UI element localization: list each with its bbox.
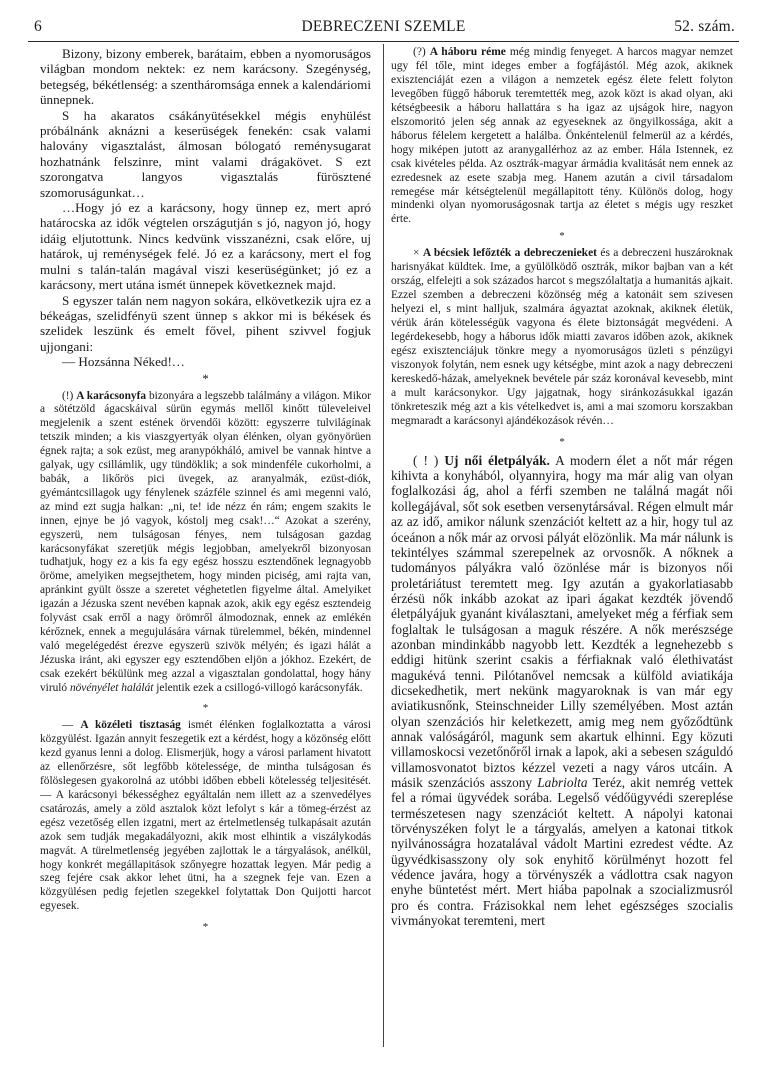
article-headline: Uj női életpályák. — [444, 452, 550, 468]
essay-paragraph: S egyszer talán nem nagyon sokára, elkövetkezik ujra ez a békeágas, szelidfényü szent ünnep s akkor mi is békések és szelidek leszünk és emelt fővel, pihent szivvel fogjuk ujjongani: — [40, 292, 371, 354]
article-prefix: (?) — [413, 46, 426, 58]
publication-title: DEBRECZENI SZEMLE — [301, 18, 466, 35]
essay-paragraph: S ha akaratos csákányütésekkel mégis enyhülést próbálnánk aknázni a keserüségek fenekén: csak valami halovány vigasztalást, álmosan bólogató reménysugarat hozhatnánk felszinre, mint valami drágakövet. S ezt szorongatva langyos vigasztalás fürösztené szomoruságunkat… — [40, 107, 371, 200]
article-headline: A háboru réme — [429, 46, 506, 58]
section-separator: * — [559, 435, 565, 448]
column-divider — [383, 44, 384, 1047]
section-separator: * — [559, 230, 565, 243]
article-prefix: (!) — [62, 389, 74, 402]
article-haboru-reme — [391, 46, 733, 227]
header-rule — [28, 41, 739, 42]
section-separator: * — [202, 370, 209, 386]
article-uj-noi-eletpalyak — [391, 453, 733, 929]
article-body: Teréz, akit nemrég vettek fel a római ügyvédek sorába. Legelső védőügyvédi szereplése természetesen nagy szenzációt keltett. A nápolyi katonai törvényszéken folyt le a tárgyalás, amelyen a katonai titkok nyilvánosságra hozatalával vádolt Martini ezredest védte. Az ügyvédkisasszony oly sok enyhitő körülményt hozott fel védence javára, hogy a törvényszék a vádlottra csak nagyon enyhe büntetést mért. Mert hiába papolnak a szocializmusról pro és contra. Frázisokkal nem lehet egészséges szocialis vivmányokat teremteni, mert — [391, 775, 733, 929]
article-body: A modern élet a nőt már régen kihivta a konyhából, olyannyira, hogy ma már alig van olyan foglalkozási ág, ahol a férfi szemben ne találná magát női kollegájával, sőt sok esetben versenytársával. Régen elmult már az az idő, amikor nálunk szenzációt keltett az a hir, hogy tul az óceánon a nők már az orvosi pályát elözönlik. Ma már nálunk is tekintélyes számmal szerepelnek az orvosnők. A nőknek a tudományos pályákra való özönlése már is bizonyos női proletáriátust teremtett meg. Igy azután a gyakorlatiasabb érzésü nők inkább azokat az ipari ágakat kezdték jövendő életpályájuk gyanánt kiválasztani, amelyeket még a férfiak sem foglaltak le tulságosan a maguk részére. A nők merészsége azonban mindinkább nagyobb lett. Kezdték a legnehezebb s eddigi hitünk szerint csakis a férfiaknak való élethivatást magukévá tenni. Pilótanővel nemcsak a külföld aviatikája dicsekedhetik, mert nekünk magyaroknak is van már egy aviatikusnőnk, Steinschneider Lilly személyében. Most aztán olyan szenzációs hir keletkezett, amig meg nem győződtünk annak valóságáról, magunk sem akartuk elhinni. Egy közuti villamoskocsi vezetőnőről irnak a lapok, aki a sebesen száguldó villamosvonatot biztos kézzel vezeti a nagy város utcáin. A másik szenzációs asszony — [391, 452, 734, 790]
article-prefix: ( ! ) — [413, 452, 439, 468]
article-becsiek — [391, 247, 733, 428]
page-header — [28, 14, 739, 40]
article-body: még mindig fenyeget. A harcos magyar nemzet ugy fél tőle, mint ideges ember a fogfájástól. Még azok, akiknek exisztenciáját ezen a világon a nemzetek egész élete felett folyton levegőben függő háboruk teremtették meg, azok közt is akad olyan, aki kétségbeesik a háboru hallattára s ha igaz az ujságok hire, nagyon elszomoritó jelen ség annak az egyeseknek az öngyilkossága, akit a háborus félelem kergetett a halálba. Önkéntelenül felmerül az a kérdés, hogy miképen jutott az aranygallérhoz az az ember. Hála Istennek, ez csak kivételes példa. Az osztrák-magyar ármádia kvalitását nem ennek az ezredesnek az esete szabja meg. Hanem azután a civil társadalom remegése már kétségtelenül megállapitott tény. Különös dolog, hogy mindenki olyan nyomoruságosnak tartja az életet s mégis ugy reszket érte. — [391, 46, 734, 226]
issue-number: 52. szám. — [674, 18, 735, 35]
article-emphasis: növényélet halálát — [69, 681, 154, 694]
page-number: 6 — [34, 18, 42, 35]
article-body: ismét élénken foglalkoztatta a városi közgyülést. Igazán annyit feszegetik ezt a kérdést, hogy a közönség előtt kezd gyanus lenni a dolog. Elismerjük, hogy a városi parlament hivatott az ellenőrzésre, sőt legfőbb kötelessége, de mintha tulságosan és fölöslegesen gyakorolná az utóbbi időben ebbeli kötelesség teljesitését. — A karácsonyi békességhez egyáltalán nem illett az a szenvedélyes csatározás, amely a zöld asztalok közt lefolyt s kár a tömeg-érzést az egész vezetőség ellen izgatni, mert az értelmetlenség tulkapásait azután azok sem tudják megakadályozni, akik most elhintik a viszálykodás magvát. A türelmetlenség jegyében zajlottak le a tárgyalások, anélkül, hogy konkrét megállapitások szőnyegre hozattak legyen. Már pedig a szeg fejére csak akkor lehet ütni, ha a szegnek feje van. Ezen a közgyülésen pedig fejetlen szegekkel folytattak Don Quijotti harcot egyesek. — [40, 719, 371, 913]
article-karacsonyfa — [40, 390, 371, 696]
article-body: jelentik ezek a csillogó-villogó karácsonyfák. — [153, 681, 363, 694]
christmas-essay — [40, 46, 371, 370]
article-body: és a debreczeni huszároknak harisnyákat küldtek. Ime, a gyülölködő osztrák, mikor bajban van a két ország, elfelejti a sok százados harcot s megszólaltatja a humanitás ajkait. Ezzel szemben a debreczeni közönség még a katonáit sem szivesen helyezi el, s mint halljuk, szalmára ágyaztat azoknak, akiknek életük, vérük árán kötelességük vagyona és élete biztonságát megvédeni. A legérdekesebb, hogy a háborus idők miatti zavaros időben azok, akiknek egész exisztenciájuk tönkre megy a nyomoruságos üzleti s pénzügyi viszonyok folytán, nem esnek ugy kétségbe, mint azok a nagy debreczeni kereskedő-házak, amelyeknek bevétele pár száz koronával kevesebb, mint a mult karácsonykor. Ugy jajgatnak, hogy siránkozásukkal igazán tönkreteszik még azt a kis vételkedvet is, ami a mai szomoru korszakban megmaradt a karácsonyi ajándékozások révén… — [391, 247, 733, 427]
left-column — [40, 46, 371, 938]
article-headline: A karácsonyfa — [76, 389, 147, 402]
article-headline: A közéleti tisztaság — [80, 719, 181, 732]
essay-paragraph: …Hogy jó ez a karácsony, hogy ünnep ez, mert apró határocska az idők végtelen országutján s jó, nagyon jó, hogy idáig eljutottunk. Nincs kedvünk visszanézni, csak előre, uj határok, uj reménységek felé. Jó ez a karácsony, mert el fog mulni s talán-talán magával viszi keserüségünket; jó ez a karácsony, mert utána ismét ünnepek következnek majd. — [40, 200, 371, 293]
section-separator: * — [202, 702, 209, 715]
article-body: bizonyára a legszebb találmány a világon. Mikor a sötétzöld ágacskáival sürün egymás mellől kinőtt tüleveleivel megjelenik a szent estének örvendői között: egyszerre tulvilágínak tetszik minden; a kis viaszgyertyák olyan élénken, olyan gyönyörüen égnek rajta; a sok ezüst, meg aranypókháló, amivel be vannak hintve a galyak, ugy csillámlik, ugy tündöklik; a sok mindenféle cukorholmi, a babák, a likőrös pici üvegek, az aranyalmák, ezüst-diók, gyémántcsillagok ugy fénylenek százféle szinnel és ami megenni való, az mind ezt sugja halkan: „ni, te! ide nézz én rám; engem szakits le innen, ejnye be jó vagyok, kóstolj meg csak!…“ Azokat a szerény, egyszerü, nem tulságosan fényes, nem tulságosan gazdag karácsonyfákat szeretjük mégis legjobban, amelyekről bizonyosan tudhatjuk, hogy ez a kis fa egy egész hosszu esztendőnek legnagyobb öröme, amelyiken megsejthetem, hogy minden piciség, ami rajta van, apránkint gyült össze a szeretet véghetetlen figyelme által. Amelyiket igazán a Jézuska szent nevében kapnak azok, akik egy egész esztendeig folyvást csak erről a nagy örömről álmodoznak, ennek az emlékén kérőznek, ennek a megujulására várnak türelemmel, békén, mindennel való megelégedést érezve egyszerü szivök mélyén; és igazi hálát a Jézuska iránt, aki egyszer egy esztendőben eljön a jókhoz. Ezekért, de csak ezekért békülünk meg azzal a vigasztalan gondolattal, hogy hány viruló — [40, 389, 371, 694]
article-kozeleti-tisztasag — [40, 719, 371, 914]
article-prefix: — — [62, 719, 74, 732]
article-headline: A bécsiek lefőzték a debreczenieket — [422, 247, 597, 260]
right-column — [391, 46, 733, 928]
article-prefix: × — [413, 247, 420, 260]
section-separator: * — [202, 921, 209, 934]
essay-paragraph: Bizony, bizony emberek, barátaim, ebben a nyomoruságos világban mondom nektek: ez nem karácsony. Szegénység, betegség, békétlenség: a szentháromsága ennek a kalendáriomi ünnepnek. — [40, 46, 371, 108]
essay-exclamation: — Hozsánna Néked!… — [62, 354, 185, 370]
article-emphasis: Labriolta — [537, 775, 588, 790]
